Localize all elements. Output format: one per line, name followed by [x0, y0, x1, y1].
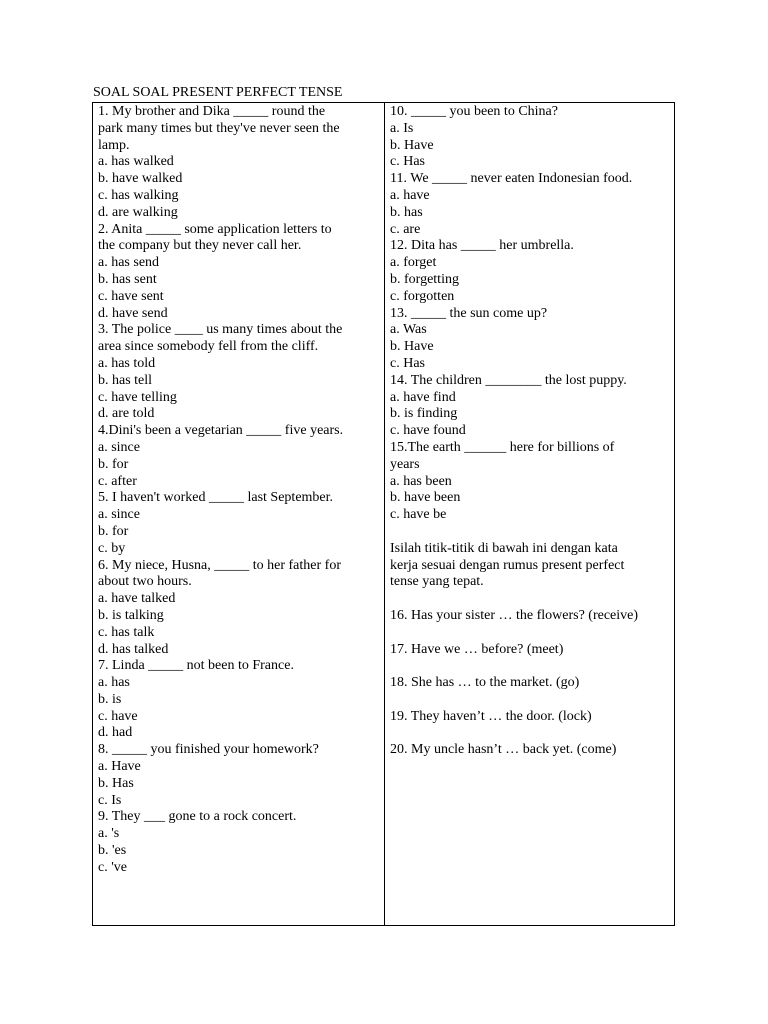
- page-title: SOAL SOAL PRESENT PERFECT TENSE: [93, 85, 343, 100]
- instruction-line: kerja sesuai dengan rumus present perfect: [390, 557, 625, 573]
- question-line: b. has sent: [98, 271, 157, 287]
- question-line: 12. Dita has _____ her umbrella.: [390, 238, 574, 254]
- fill-in-item: 18. She has … to the market. (go): [390, 675, 580, 691]
- question-line: a. has walked: [98, 154, 174, 170]
- question-line: about two hours.: [98, 574, 192, 590]
- column-divider: [384, 103, 385, 925]
- question-line: a. 's: [98, 826, 120, 842]
- question-line: c. by: [98, 540, 126, 556]
- question-line: 10. _____ you been to China?: [390, 104, 558, 119]
- fill-in-item: 20. My uncle hasn’t … back yet. (come): [390, 742, 617, 758]
- question-line: 9. They ___ gone to a rock concert.: [98, 809, 297, 825]
- question-line: the company but they never call her.: [98, 238, 302, 254]
- question-line: a. has been: [390, 473, 452, 489]
- question-line: lamp.: [98, 137, 130, 153]
- question-line: a. Have: [98, 759, 141, 775]
- question-line: b. have been: [390, 490, 461, 506]
- question-line: c. have: [98, 708, 138, 724]
- question-line: 5. I haven't worked _____ last September.: [98, 490, 334, 506]
- spacer: [390, 591, 670, 608]
- question-line: b. have walked: [98, 171, 183, 187]
- question-line: b. has tell: [98, 372, 153, 388]
- question-line: c. has walking: [98, 187, 179, 203]
- question-line: b. Have: [390, 339, 434, 355]
- question-line: a. since: [98, 507, 140, 523]
- spacer: [390, 725, 670, 742]
- question-line: c. have be: [390, 507, 447, 523]
- question-line: a. have find: [390, 389, 456, 405]
- question-line: 3. The police ____ us many times about the: [98, 322, 343, 338]
- question-line: 2. Anita _____ some application letters to: [98, 221, 332, 237]
- question-line: d. are walking: [98, 204, 178, 220]
- spacer: [390, 692, 670, 709]
- question-line: b. is: [98, 691, 122, 707]
- question-line: c. have telling: [98, 389, 177, 405]
- spacer: [390, 625, 670, 642]
- left-question-column: [98, 104, 379, 877]
- question-line: a. have talked: [98, 591, 176, 607]
- question-line: 11. We _____ never eaten Indonesian food.: [390, 171, 633, 187]
- question-line: c. Is: [98, 792, 122, 808]
- question-line: years: [390, 456, 420, 472]
- question-line: b. has: [390, 204, 423, 220]
- question-line: 1. My brother and Dika _____ round the: [98, 104, 326, 119]
- question-line: b. forgetting: [390, 271, 459, 287]
- question-line: 8. _____ you finished your homework?: [98, 742, 319, 758]
- question-line: d. are told: [98, 406, 155, 422]
- question-line: c. has talk: [98, 624, 155, 640]
- question-line: c. are: [390, 221, 421, 237]
- question-line: 14. The children ________ the lost puppy.: [390, 372, 627, 388]
- question-line: 15.The earth ______ here for billions of: [390, 439, 615, 455]
- question-line: b. for: [98, 523, 129, 539]
- question-line: 13. _____ the sun come up?: [390, 305, 548, 321]
- question-line: d. had: [98, 725, 133, 741]
- spacer: [390, 658, 670, 675]
- question-line: d. has talked: [98, 641, 169, 657]
- question-line: b. Have: [390, 137, 434, 153]
- question-line: a. has send: [98, 255, 160, 271]
- question-line: a. Was: [390, 322, 427, 338]
- question-line: c. Has: [390, 154, 425, 170]
- right-question-column: [390, 104, 670, 759]
- question-line: b. Has: [98, 775, 134, 791]
- question-line: a. have: [390, 187, 430, 203]
- fill-in-item: 17. Have we … before? (meet): [390, 641, 564, 657]
- question-line: b. is finding: [390, 406, 458, 422]
- fill-in-item: 19. They haven’t … the door. (lock): [390, 708, 592, 724]
- question-line: b. 'es: [98, 843, 127, 859]
- question-line: c. have sent: [98, 288, 164, 304]
- spacer: [390, 524, 670, 541]
- question-line: c. forgotten: [390, 288, 455, 304]
- question-line: b. for: [98, 456, 129, 472]
- instruction-line: Isilah titik-titik di bawah ini dengan kata: [390, 540, 618, 556]
- question-line: d. have send: [98, 305, 168, 321]
- question-line: a. forget: [390, 255, 437, 271]
- question-line: c. after: [98, 473, 137, 489]
- question-line: park many times but they've never seen the: [98, 120, 340, 136]
- question-line: area since somebody fell from the cliff.: [98, 339, 319, 355]
- question-line: a. Is: [390, 120, 414, 136]
- question-line: a. since: [98, 439, 140, 455]
- question-line: c. 've: [98, 859, 127, 875]
- question-line: a. has: [98, 675, 130, 691]
- question-line: 4.Dini's been a vegetarian _____ five years.: [98, 423, 344, 439]
- question-line: a. has told: [98, 355, 156, 371]
- instruction-line: tense yang tepat.: [390, 574, 484, 590]
- question-line: c. Has: [390, 355, 425, 371]
- question-line: 7. Linda _____ not been to France.: [98, 658, 294, 674]
- question-line: c. have found: [390, 423, 466, 439]
- fill-in-item: 16. Has your sister … the flowers? (receive): [390, 607, 639, 623]
- question-table: [92, 102, 675, 926]
- question-line: b. is talking: [98, 607, 164, 623]
- question-line: 6. My niece, Husna, _____ to her father for: [98, 557, 341, 573]
